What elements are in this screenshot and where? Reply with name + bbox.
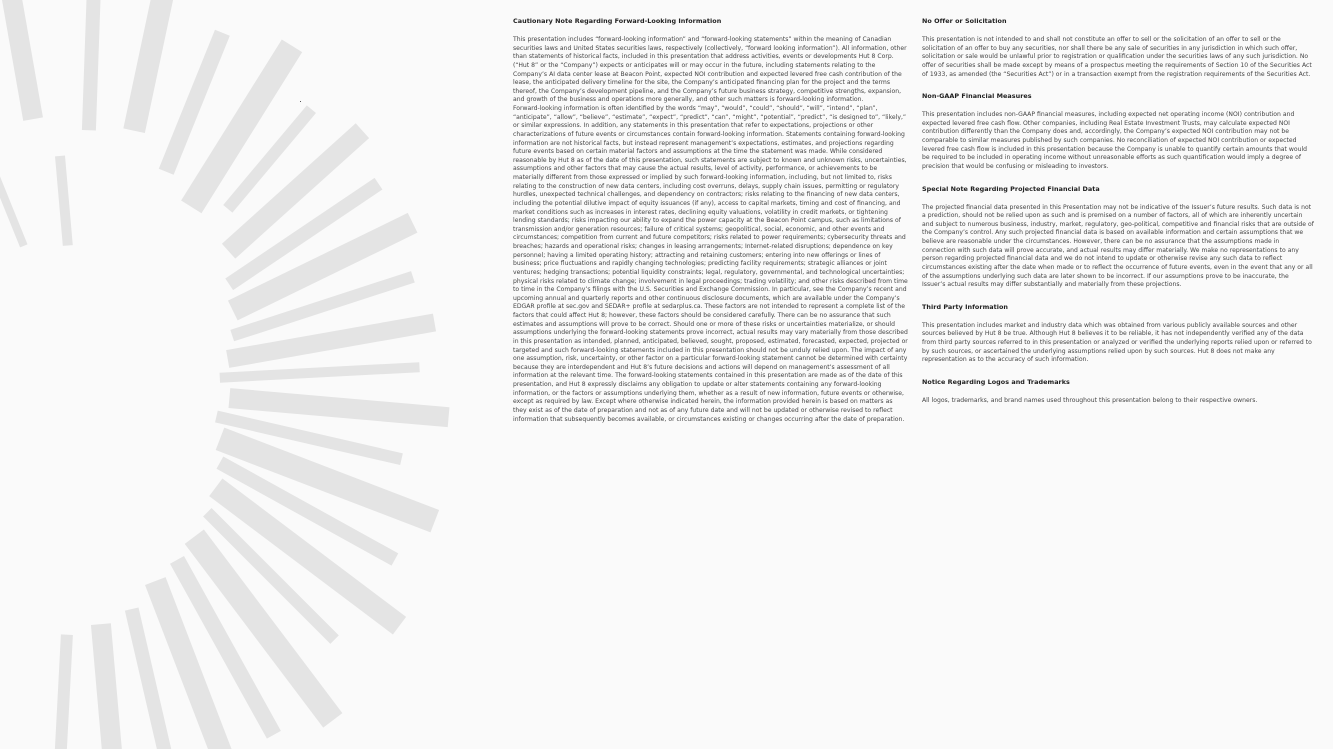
no-offer-body: This presentation is not intended to and shall not constitute an offer to sell or the solicitation of an offer to sell or the solicitation of an offer to buy any securities, nor shall there be any sale of securities in any jurisdiction in which such offer, solicitation or sale would be unlawful prior to registration or qualification under the securities laws of any such jurisdiction. No offer of securities shall be made except by means of a prospectus meeting the requirements of Section 10 of the Securities Act of 1933, as amended (the “Securities Act”) or in a transaction exempt from the registration requirements of the Securities Act. [922,36,1312,78]
forward-looking-column [513,17,908,424]
third-party-heading: Third Party Information [922,302,1009,311]
burst-ray [58,635,67,749]
projected-data-heading: Special Note Regarding Projected Financial Data [922,184,1100,193]
forward-looking-heading: Cautionary Note Regarding Forward-Looking Information [513,17,722,25]
burst-ray [60,156,68,246]
no-offer-heading: No Offer or Solicitation [922,17,1007,25]
stray-dot [300,101,301,102]
burst-ray [134,0,167,131]
burst-ray [7,0,33,119]
third-party-body: This presentation includes market and industry data which was obtained from various publicly available sources and other sources believed by Hut 8 be true. Although Hut 8 believes it to be reliable, it has not independently verified any of the data from third party sources referred to in this presentation or analyzed or verified the underlying reports relied upon or referred to by such sources, or ascertained the underlying assumptions relied upon by such sources. Hut 8 does not make any representation as to the accuracy of such information. [922,321,1312,364]
radial-burst-graphic [0,0,470,749]
non-gaap-heading: Non-GAAP Financial Measures [922,92,1032,101]
disclaimer-column [922,17,1314,406]
burst-ray [220,367,420,378]
trademarks-heading: Notice Regarding Logos and Trademarks [922,377,1070,386]
projected-data-body: The projected financial data presented in this Presentation may not be indicative of the Issuer’s future results. Such data is not a prediction, should not be relied upon as such and is premised on a number of factors, all of which are inherently uncertain and subject to numerous business, industry, market, regulatory, geo-political, competitive and financial risks that are outside of the Company’s control. Any such projected financial data is based on available information and certain assumptions that we believe are reasonable under the circumstances. However, there can be no assurance that the assumptions made in connection with such data will prove accurate, and actual results may differ materially. We make no representations to any person regarding projected financial data and we do not intend to update or otherwise revise any such data to reflect circumstances existing after the date when made or to reflect the occurrence of future events, even in the event that any or all of the assumptions underlying such data are later shown to be incorrect. If our assumptions prove to be inaccurate, the Issuer’s actual results may differ substantially and materially from these projections. [922,203,1314,289]
forward-looking-paragraph-2: Forward-looking information is often identified by the words “may”, “would”, “could”, “should”, “will”, “intend”, “plan”, “anticipate”, “allow”, “believe”, “estimate”, “expect”, “predict”, “can”, “might”, “potential”, “predict”, “is designed to”, “likely,” or similar expressions. In addition, any statements in this presentation that refer to expectations, projections or other characterizations of future events or circumstances contain forward-looking information. Statements containing forward-looking information are not historical facts, but instead represent management’s expectations, estimates, and projections regarding future events based on certain material factors and assumptions at the time the statement was made. While considered reasonable by Hut 8 as of the date of this presentation, such statements are subject to known and unknown risks, uncertainties, assumptions and other factors that may cause the actual results, level of activity, performance, or achievements to be materially different from those expressed or implied by such forward-looking information, including, but not limited to, risks relating to the construction of new data centers, including cost overruns, delays, supply chain issues, permitting or regulatory hurdles, unexpected technical challenges, and dependency on contractors; risks relating to the financing of new data centers, including the potential dilutive impact of equity issuances (if any), access to capital markets, timing and cost of financing, and market conditions such as increases in interest rates, declining equity valuations, volatility in credit markets, or tightening lending standards; risks impacting our ability to expand the power capacity at the Beacon Point campus, such as limitations of transmission and/or generation resources; failure of critical systems; geopolitical, social, economic, and other events and circumstances; competition from current and future competitors; risks related to power requirements; cybersecurity threats and breaches; hazards and operational risks; changes in leasing arrangements; Internet-related disruptions; dependence on key personnel; having a limited operating history; attracting and retaining customers; entering into new offerings or lines of business; price fluctuations and rapidly changing technologies; predicting facility requirements; strategic alliances or joint ventures; hedging transactions; potential liquidity constraints; legal, regulatory, governmental, and technological uncertainties; physical risks related to climate change; involvement in legal proceedings; trading volatility; and other risks described from time to time in the Company’s filings with the U.S. Securities and Exchange Commission. In particular, see the Company’s recent and upcoming annual and quarterly reports and other continuous disclosure documents, which are available under the Company’s EDGAR profile at sec.gov and SEDAR+ profile at sedarplus.ca. These factors are not intended to represent a complete list of the factors that could affect Hut 8; however, these factors should be considered carefully. There can be no assurance that such estimates and assumptions will prove to be correct. Should one or more of these risks or uncertainties materialize, or should assumptions underlying the forward-looking statements prove incorrect, actual results may vary materially from those described in this presentation as intended, planned, anticipated, believed, sought, proposed, estimated, forecasted, expected, projected or targeted and such forward-looking statements included in this presentation should not be unduly relied upon. The impact of any one assumption, risk, uncertainty, or other factor on a particular forward-looking statement cannot be determined with certainty because they are interdependent and Hut 8’s future decisions and actions will depend on management’s assessment of all information at the relevant time. The forward-looking statements contained in this presentation are made as of the date of this presentation, and Hut 8 expressly disclaims any obligation to update or alter statements containing any forward-looking information, or the factors or assumptions underlying them, whether as a result of new information, future events or otherwise, except as required by law. Except where otherwise indicated herein, the information provided herein is based on matters as they exist as of the date of preparation and not as of any future date and will not be updated or otherwise revised to reflect information that subsequently becomes available, or circumstances existing or changes occurring after the date of preparation. [513,105,908,423]
burst-ray [229,398,448,417]
burst-svg [0,0,470,749]
trademarks-body: All logos, trademarks, and brand names used throughout this presentation belong to their respective owners. [922,396,1258,404]
non-gaap-body: This presentation includes non-GAAP financial measures, including expected net operating income (NOI) contribution and expected levered free cash flow. Other companies, including Real Estate Investment Trusts, may calculate expected NOI contribution differently than the Company does and, accordingly, the Company’s expected NOI contribution may not be comparable to similar measures published by such companies. No reconciliation of expected NOI contribution or expected levered free cash flow is included in this presentation because the Company is unable to quantify certain amounts that would be required to be included in operating income without unreasonable efforts as such quantification would imply a degree of precision that would be confusing or misleading to investors. [922,111,1308,170]
burst-ray [0,172,24,246]
burst-ray [89,0,94,130]
burst-ray [101,624,118,749]
forward-looking-paragraph-1: This presentation includes “forward-looking information” and “forward-looking statements” within the meaning of Canadian securities laws and United States securities laws, respectively (collectively, “forward looking information”). All information, other than statements of historical facts, included in this presentation that address activities, events or developments Hut 8 Corp. (“Hut 8” or the “Company”) expects or anticipates will or may occur in the future, including statements relating to the Company’s AI data center lease at Beacon Point, expected NOI contribution and expected levered free cash contribution of the lease, the anticipated delivery timeline for the site, the Company’s anticipated financing plan for the project and the terms thereof, the Company’s development pipeline, and the Company’s future business strategy, competitive strengths, expansion, and growth of the business and operations more generally, and other such matters is forward-looking information. [513,36,907,104]
